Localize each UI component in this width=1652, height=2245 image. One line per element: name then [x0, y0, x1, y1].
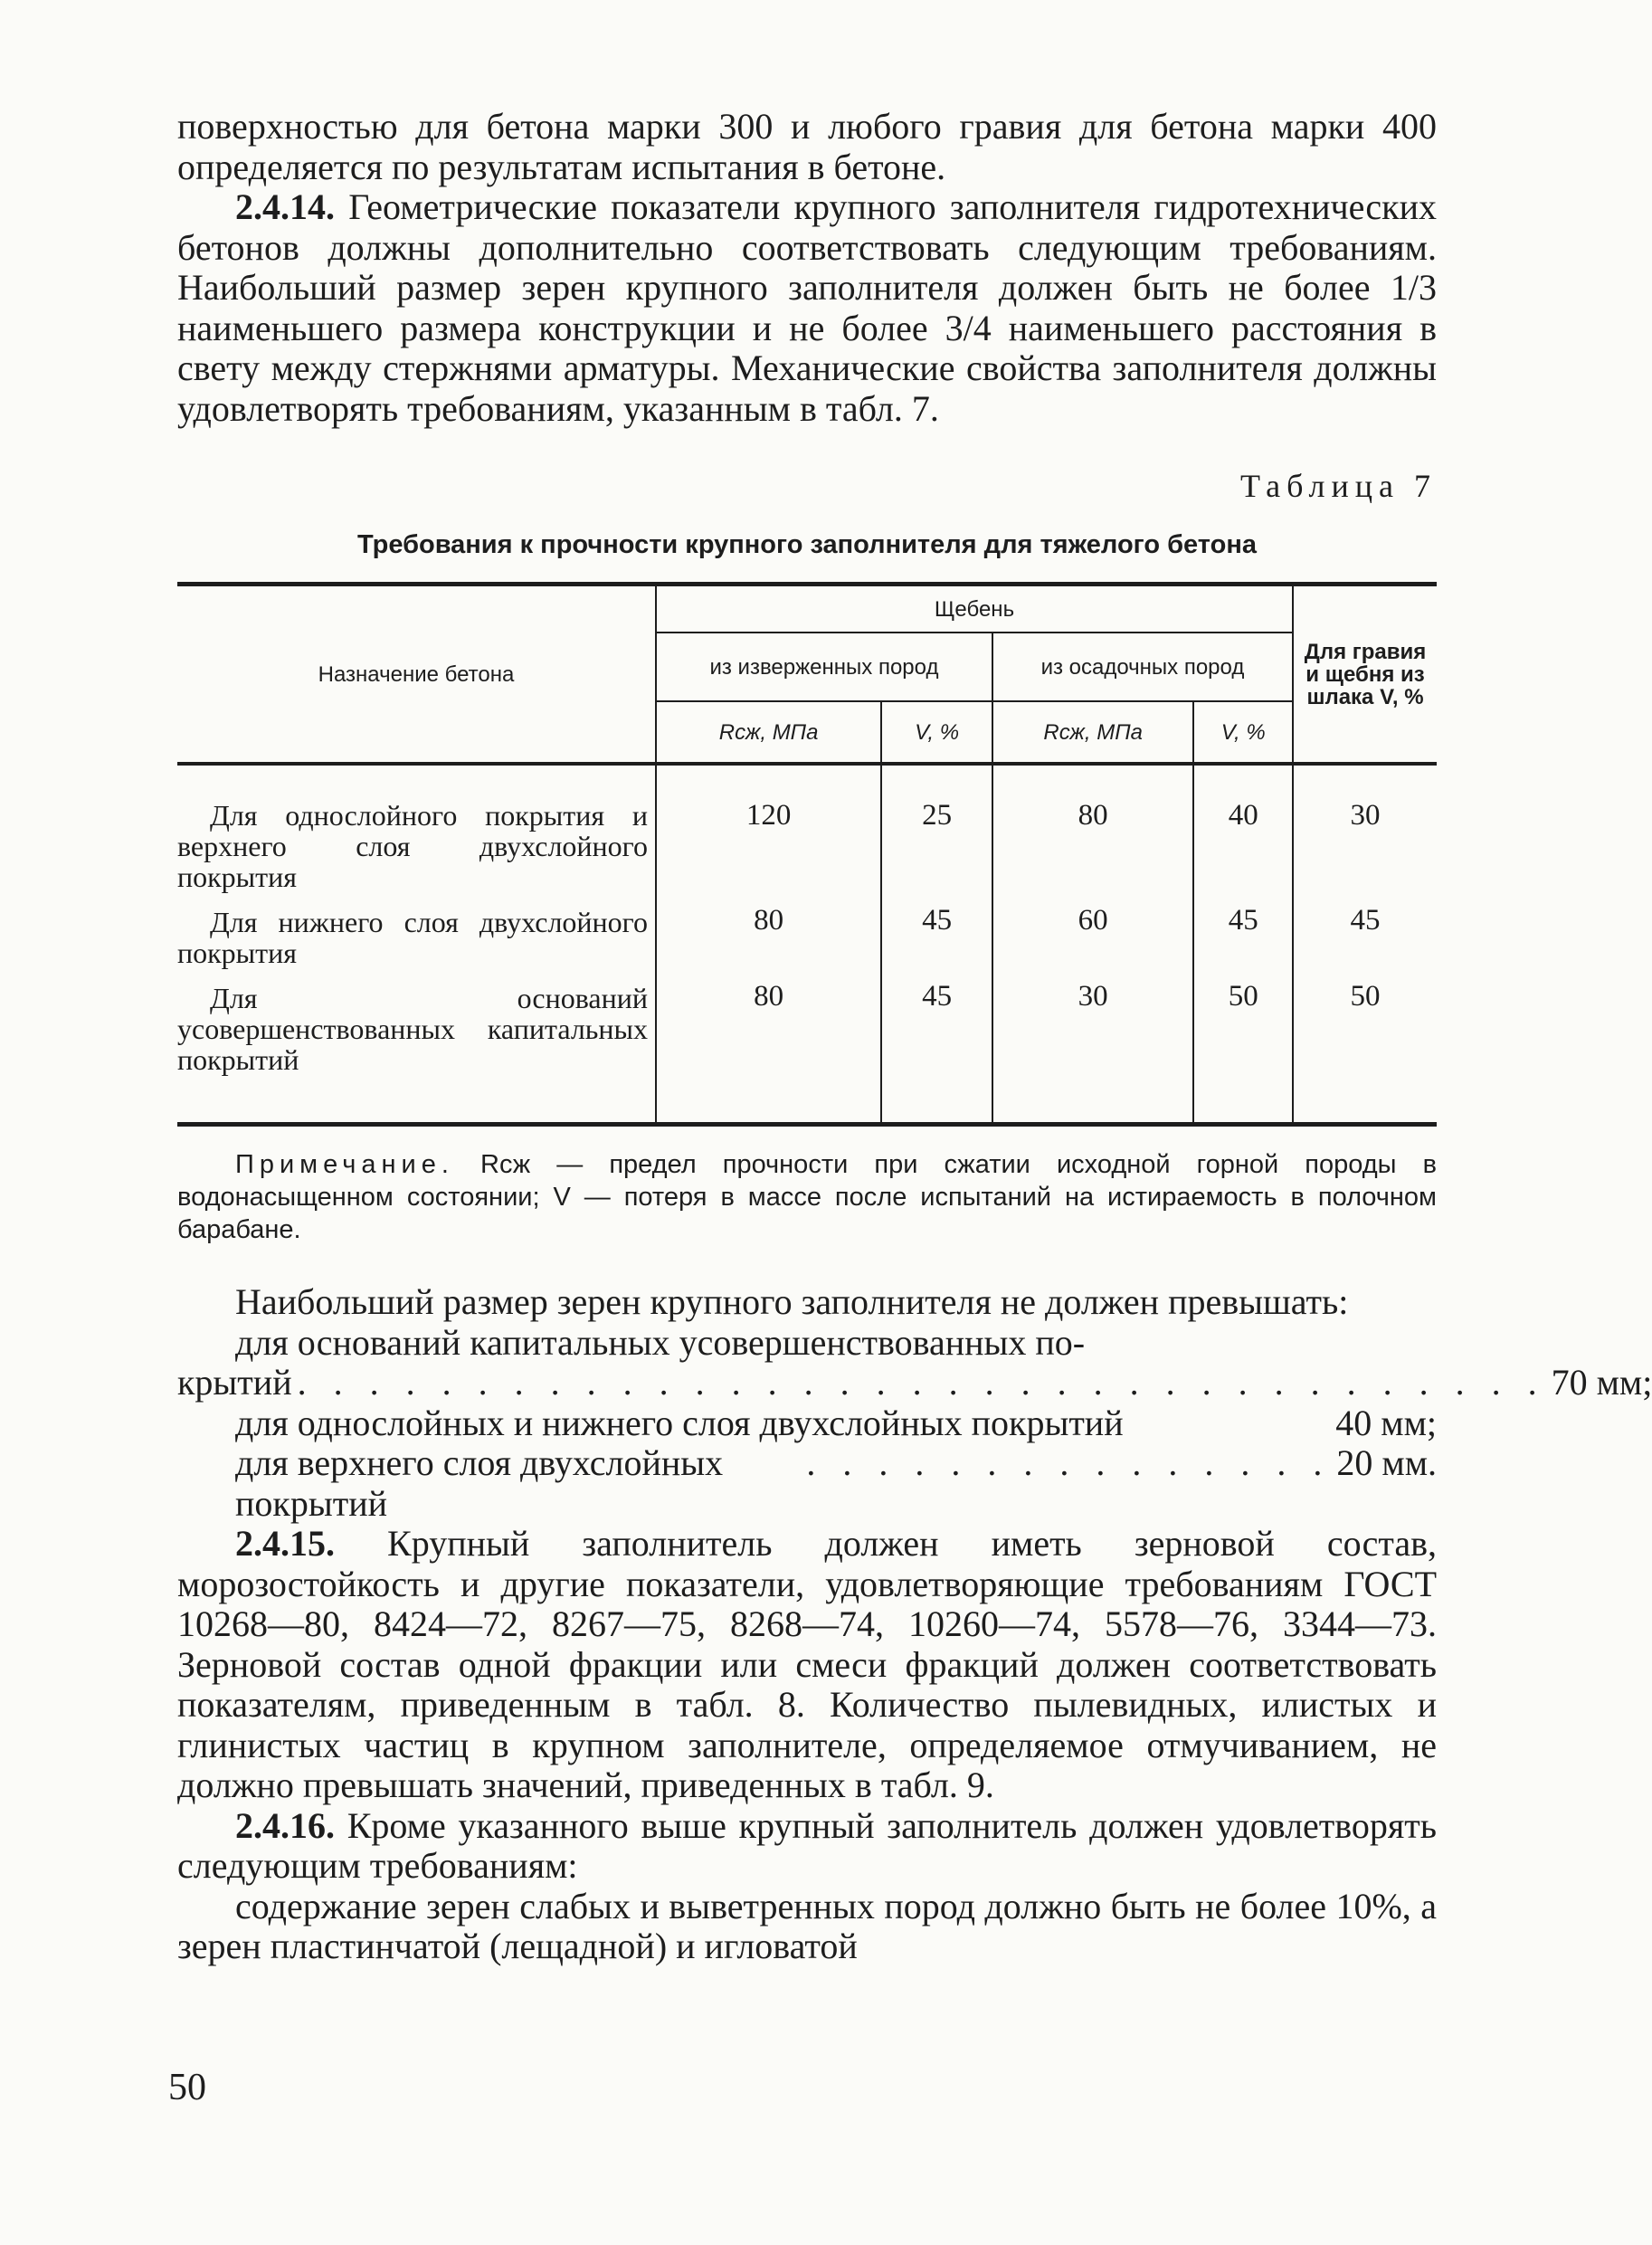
header-r-igneous: Rсж, МПа	[656, 701, 881, 764]
table-row	[177, 764, 1437, 896]
note-text: Rсж — предел прочности при сжатии исходной горной породы в водонасыщенном состоянии; V — потеря в массе после испытаний на истираемость в полочном барабане.	[177, 1150, 1437, 1244]
cell-value: 30	[992, 972, 1193, 1125]
paragraph-2-4-15	[177, 1524, 1437, 1806]
leader-dots: . . . . . . . . . . . . . . . . . . . . . . . . . . . . . . . . . . .	[297, 1362, 1546, 1403]
header-sedimentary: из осадочных пород	[992, 633, 1293, 701]
header-slag: Для гравия и щебня из шлака V, %	[1293, 585, 1437, 765]
paragraph-text: Крупный заполнитель должен иметь зерновой состав, морозостойкость и другие показатели, удовлетворяющие требованиям ГОСТ 10268—80, 8424—72, 8267—75, 8268—74, 10260—74, 5578—76, 3344—73. Зерновой состав одной фракции или смеси фракций должен соответствовать показателям, приведенным в табл. 8. Количество пылевидных, илистых и глинистых частиц в крупном заполнителе, определяемое отмучиванием, не должно превышать значений, приведенных в табл. 9.	[177, 1523, 1437, 1805]
cell-value: 60	[992, 896, 1193, 972]
cell-value: 40	[1193, 764, 1293, 896]
cell-value: 80	[992, 764, 1193, 896]
row-purpose: Для нижнего слоя двухслойного покрытия	[177, 906, 648, 969]
section-number: 2.4.15.	[235, 1523, 335, 1564]
header-v-igneous: V, %	[881, 701, 992, 764]
list-item-label: для верхнего слоя двухслойных покрытий	[235, 1442, 724, 1524]
table-caption: Таблица 7	[1240, 468, 1437, 504]
header-purpose: Назначение бетона	[177, 585, 656, 765]
cell-value: 45	[1293, 896, 1437, 972]
list-item	[177, 1403, 1437, 1444]
cell-value: 50	[1193, 972, 1293, 1125]
cell-value: 45	[1193, 896, 1293, 972]
cell-value: 80	[656, 972, 881, 1125]
table-row	[177, 896, 1437, 972]
section-number: 2.4.16.	[235, 1804, 335, 1846]
paragraph-2-4-16	[177, 1806, 1437, 1887]
paragraph-text: Кроме указанного выше крупный заполнитель должен удовлетворять следующим требованиям:	[177, 1804, 1437, 1886]
header-igneous: из изверженных пород	[656, 633, 992, 701]
list-item-value: 70 мм;	[1551, 1362, 1652, 1403]
paragraph-weak-grains: содержание зерен слабых и выветренных пород должно быть не более 10%, а зерен пластинчатой (лещадной) и игловатой	[177, 1885, 1437, 1966]
list-item-label: для однослойных и нижнего слоя двухслойных покрытий	[235, 1402, 1124, 1443]
header-crushed-stone: Щебень	[656, 585, 1293, 633]
leader-dots: . . . . . . . . . . . . . . .	[806, 1442, 1332, 1483]
table-title: Требования к прочности крупного заполнителя для тяжелого бетона	[357, 530, 1257, 559]
list-item: для оснований капитальных усовершенствованных по-	[235, 1321, 1086, 1363]
table-row	[177, 972, 1437, 1125]
paragraph-2-4-14	[177, 187, 1437, 429]
size-list	[177, 1321, 1652, 1525]
note-label: Примечание.	[235, 1150, 454, 1179]
list-item-value: 20 мм.	[1336, 1442, 1437, 1483]
row-purpose: Для однослойного покрытия и верхнего слоя двухслойного покрытия	[177, 799, 648, 893]
header-r-sedimentary: Rсж, МПа	[992, 701, 1193, 764]
section-number: 2.4.14.	[235, 186, 335, 227]
page-content	[177, 106, 1652, 1967]
cell-value: 50	[1293, 972, 1437, 1125]
paragraph-continuation: поверхностью для бетона марки 300 и любого гравия для бетона марки 400 определяется по результатам испытания в бетоне.	[177, 106, 1437, 187]
paragraph-max-size: Наибольший размер зерен крупного заполнителя не должен превышать:	[235, 1281, 1349, 1322]
page-number: 50	[168, 2067, 206, 2108]
cell-value: 30	[1293, 764, 1437, 896]
list-item	[177, 1362, 1652, 1403]
cell-value: 45	[881, 896, 992, 972]
cell-value: 45	[881, 972, 992, 1125]
list-item-value: 40 мм;	[1335, 1402, 1437, 1443]
list-item-label: крытий	[177, 1362, 292, 1403]
strength-table	[177, 582, 1437, 1127]
table-note	[177, 1148, 1437, 1246]
row-purpose: Для оснований усовершенствованных капитальных покрытий	[177, 982, 648, 1076]
cell-value: 80	[656, 896, 881, 972]
paragraph-text: Геометрические показатели крупного заполнителя гидротехнических бетонов должны дополнительно соответствовать следующим требованиям. Наибольший размер зерен крупного заполнителя должен быть не более 1/3 наименьшего размера конструкции и не более 3/4 наименьшего расстояния в свету между стержнями арматуры. Механические свойства заполнителя должны удовлетворять требованиям, указанным в табл. 7.	[177, 186, 1437, 429]
header-v-sedimentary: V, %	[1193, 701, 1293, 764]
cell-value: 120	[656, 764, 881, 896]
cell-value: 25	[881, 764, 992, 896]
list-item	[177, 1443, 1437, 1524]
